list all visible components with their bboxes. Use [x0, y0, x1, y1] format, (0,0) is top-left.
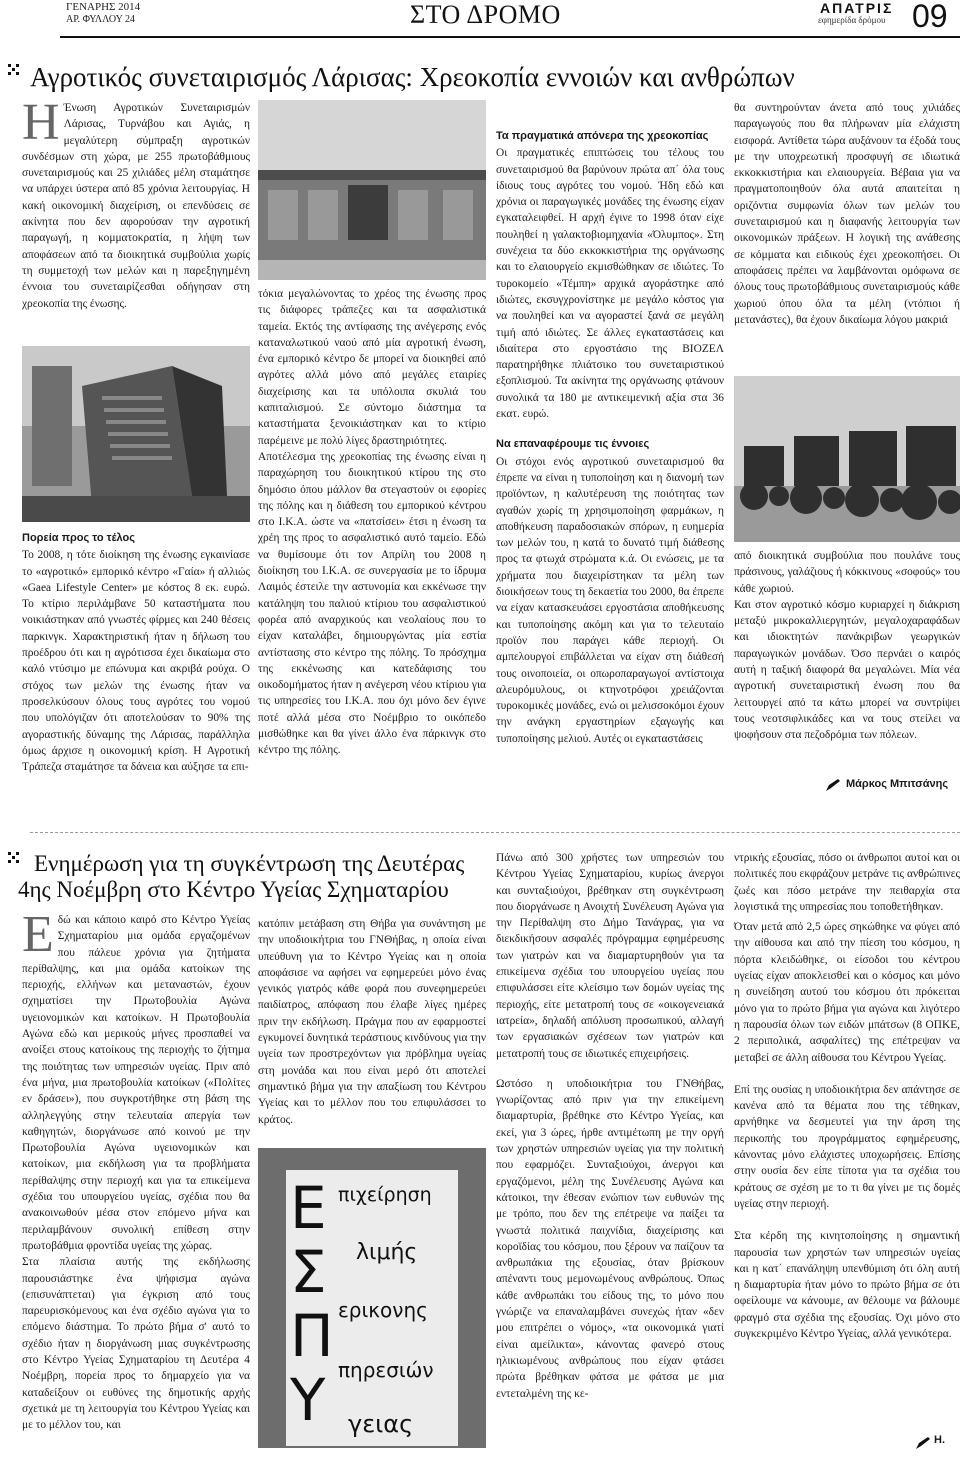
protest-sign — [286, 1170, 458, 1446]
sign-line5: γειας — [348, 1410, 414, 1438]
article2-col3 — [496, 850, 724, 1402]
article2-col1-p1: δώ και κάποιο καιρό στο Κέντρο Υγείας Σχηματαρίου μια ομάδα εργαζομένων που πάλευε χρόνια για ζητήματα περίθαλψης, και μια ομάδα κατοίκων της περιοχής, ελλήνων και μεταναστών, έχουν σχηματίσει την Πρωτοβουλία Αγώνα υγειονομικών και κατοίκων. Η Πρωτοβουλία Αγώνα εδώ και μερικούς μήνες προσπαθεί να ανοίξει στους κατοίκους της περιοχής το ζήτημα της ποιότητας των υπηρεσιών υγείας. Πριν από ένα μήνα, μια πρωτοβουλία κατοίκων («Πολίτες εν δράσει»), που συγκροτήθηκε στη βάση της αλληλεγγύης στην τελευταία απεργία των καθηγητών, διοργάνωσε από κοινού με την Πρωτοβουλία Αγώνα υγειονομικών και κατοίκων, μια εκδήλωση για τα προβλήματα περίθαλψης στην περιοχή και για τα επικείμενα σχέδια του υπουργείου υγείας, σχέδια που θα ανακοινωθούν μέσα στον επόμενο μήνα και περιλαμβάνουν συνολική επίθεση στην πρωτοβάθμια φροντίδα υγείας της χώρας. — [22, 914, 250, 1252]
article1-col3 — [496, 128, 724, 747]
article1-col3-p1: Οι πραγματικές επιπτώσεις του τέλους του συνεταιρισμού θα βαρύνουν πρώτα απ΄ όλα τους ίδιους τους αγρότες του νομού. Ήδη εδώ και χρόνια οι παραγωγικές μονάδες της ένωσης είχαν εγκαταλειφθεί. Η αρχή έγινε το 1998 όταν είχε πουληθεί η γαλακτοβιομηχανία «Όλυμπος». Στη συνέχεια τα δύο εκκοκκιστήρια της οργάνωσης και το ελαιουργείο εκμισθώθηκαν σε ιδιώτες. Το τυροκομείο «Τέμπη» αρχικά αγοράστηκε από ιδιώτες, εκσυγχρονίστηκε με μεγάλο κόστος για να πουληθεί και να αγοραστεί ξανά σε μεγάλη τιμή από ιδιώτες. Σε άλλες εγκαταστάσεις και ιδιαίτερα στο εργοστάσιο της ΒΙΟΖΕΛ παρατηρήθηκε πλιάτσικο του συνεταιριστικού εξοπλισμού. Τα ακίνητα της οργάνωσης φτάνουν συνολικά τα 180 με αντικειμενική αξία στα 36 εκατ. ευρώ. — [496, 147, 724, 421]
pen-icon — [826, 778, 840, 790]
section-title: ΣΤΟ ΔΡΟΜΟ — [410, 0, 561, 29]
article-separator — [30, 832, 960, 833]
issue-number: ΑΡ. ΦΥΛΛΟΥ 24 — [66, 14, 135, 25]
article2-title-line1: Ενημέρωση για τη συγκέντρωση της Δευτέρας — [34, 851, 465, 876]
brand-tagline: εφημερίδα δρόμου — [818, 15, 886, 25]
sign-letters: ΕΣΠΥ — [290, 1174, 334, 1434]
article1-photo-tractors — [734, 376, 960, 542]
article1-subhead-concepts: Να επαναφέρουμε τις έννοιες — [496, 438, 650, 451]
pen-icon-2 — [916, 1436, 930, 1448]
mall-photo-illustration — [258, 100, 486, 280]
masthead-rule — [60, 36, 960, 38]
article1-col1-p2: Το 2008, η τότε διοίκηση της ένωσης εγκαινίασε το «αγροτικό» εμπορικό κέντρο «Γαία» ή αλλιώς «Gaea Lifestyle Center» με κόστος 8 εκ. ευρώ. Το κτίριο περιλάμβανε 50 καταστήματα που νοικιάστηκαν από γνωστές φίρμες και 240 θέσεις παρκινγκ. Χαρακτηριστική ήταν η δήλωση του προέδρου ότι και η αγρότισσα έχει δικαίωμα στο καλό ντύσιμο με επώνυμα και ακριβά ρούχα. Ο στόχος των μελών της ένωσης ήταν να προσελκύσουν όλους τους αγρότες του νομού που υπολόγιζαν ότι αποτελούσαν το 90% της αγοραστικής δύναμης της Λάρισας, παράλληλα όμως άρχισε η οικονομική κρίση. Η Αγροτική Τράπεζα σταμάτησε τα δάνεια και αύξησε τα επι- — [22, 549, 250, 774]
article1-col1 — [22, 94, 250, 312]
article2-col4-p4: Στα κέρδη της κινητοποίησης η σημαντική παρουσία των χρηστών των υπηρεσιών υγείας και η κατ΄ επανάληψη υπενθύμιση ότι όλη αυτή η διαμαρτυρία ήταν μόνο το πρώτο βήμα σε ότι οφείλουμε να κάνουμε, αν θέλουμε να βάλουμε φραγμό στα σχέδια της εξουσίας. Όχι μόνο στο συγκεκριμένο Κέντρο Υγείας, αλλά γενικότερα. — [734, 1230, 960, 1341]
article2-col4-p3: Επί της ουσίας η υποδιοικήτρια δεν απάντησε σε κανένα από τα θέματα που της τέθηκαν, αρνήθηκε να δεσμευτεί για την άρση της περικοπής του προγράμματος εφημέρευσης, κάνοντας μόνο ελάχιστες υποχωρήσεις. Επίσης στην ουσία δεν είπε τίποτα για τα σχέδια του κράτους σε σχέση με το τι θα γίνει με τις δομές υγείας στην περιοχή. — [734, 1083, 960, 1210]
article1-subhead-consequences: Τα πραγματικά απόνερα της χρεοκοπίας — [496, 130, 709, 142]
building-photo-illustration — [22, 346, 250, 522]
article2-photo-protest-sign — [258, 1148, 486, 1448]
article1-col4-p2: από διοικητικά συμβούλια που πουλάνε τους πράσινους, γαλάζιους ή κόκκινους «σοφούς» του κάθε χωριού. — [734, 550, 960, 595]
article1-col4 — [734, 100, 960, 328]
sign-line1: πιχείρηση — [338, 1184, 432, 1206]
tractors-photo-illustration — [734, 376, 960, 542]
article1-col4-p3: Και στον αγροτικό κόσμο κυριαρχεί η διάκριση μεταξύ μικροκαλλιεργητών, μεγαλοχαραφάδων και ιδιοκτητών πανάκριβων γεωργικών παραγωγικών μονάδων. Όσο περνάει ο καιρός αυτή η ταξική διαφορά θα μεγαλώνει. Μία νέα αγροτική συνεταιριστική ένωση που θα λειτουργεί από τα κάτω μπορεί να συντρίψει τους νεοτσιφλικάδες και να τους στείλει να ψοφήσουν στα πεζοδρόμια των πόλεων. — [734, 598, 960, 742]
section-dots-icon — [8, 64, 20, 76]
article2-col4-p1: ντρικής εξουσίας, πόσο οι άνθρωποι αυτοί και οι πολιτικές που εκφράζουν μετράνε τις ανθρώπινες ζωές και πόσο μετράνε την πειθαρχία στα λογιστικά της υπηρεσίας που τοποθετήθηκαν. — [734, 852, 960, 913]
article1-title: Αγροτικός συνεταιρισμός Λάρισας: Χρεοκοπία εννοιών και ανθρώπων — [30, 62, 795, 92]
article2-col2-p1: κατόπιν μετάβαση στη Θήβα για συνάντηση με την υποδιοικήτρια του ΓΝΘήβας, η οποία είναι υπεύθυνη για το Κέντρο Υγείας και η οποία απoφάσισε να αφήσει να εφημερεύει μόνο ένας γενικός γιατρός κάθε φορά που συνεφημερεύει παιδίατρος, απόφαση που έλαβε λίγες ημέρες πριν την εκδήλωση. Πράγμα που αν εφαρμοστεί εγκυμονεί δυνητικά τεράστιους κινδύνους για την υγεία των προστρεχόντων για πρόβλημα υγείας στη μονάδα και που είναι μερό ότι αποτελεί σημαντικό βήμα για την απαξίωση του Κέντρου Υγείας και το μέλλον που του επιφυλάσσει το κράτος. — [258, 918, 486, 1126]
sign-line2: λιμής — [356, 1240, 418, 1265]
page-number: 09 — [912, 0, 948, 34]
article1-col1-lower — [22, 530, 250, 775]
article1-photo-building — [22, 346, 250, 522]
article2-col1 — [22, 906, 250, 1434]
article1-col2-p2: Αποτέλεσμα της χρεοκοπίας της ένωσης είναι η παραχώρηση του διοικητικού κτίρου της στο δημόσιο όπου μάλλον θα στεγαστούν οι εφορίες της πόλης και η διάθεση του εμπορικού κέντρου στο Ι.Κ.Α. ώστε να «πατσίσει» έτσι η ένωση τα χρέη της προς το ασφαλιστικό αυτό ταμείο. Εδώ να θυμίσουμε ότι τον Απρίλη του 2008 η διοίκηση του Ι.Κ.Α. σε συνεργασία με το ίδρυμα Λαιμός έστειλε την αστυνομία και εκκένωσε την κατάληψη του παλιού κτίριου του ασφαλιστικού φορέα από αναρχικούς και νεολαίους που το είχαν καταλάβει, δημιουργώντας μία εστία αντίστασης στο κέντρο της πόλης. Το πρόσχημα της εκκένωσης και κατεδάφισης του οικοδομήματος ήταν η ανέγερση νέου κτίριου για τις υπηρεσίες του Ι.Κ.Α. που όχι μόνο δεν έγινε ποτέ αλλά μέσα στο Νοέμβριο το οικόπεδο μισθώθηκε και θα γίνει άλλο ένα πάρκινγκ στο κέντρο της πόλης. — [258, 450, 486, 757]
article1-col2 — [258, 286, 486, 759]
article1-col1-p1: Ένωση Αγροτικών Συνεταιρισμών Λάρισας, Τυρνάβου και Αγιάς, η μεγαλύτερη σύμπραξη αγροτικών συνδέσμων στη χώρα, με 255 πρωτοβάθμιους συνεταιρισμούς και 25 χιλιάδες μέλη σταμάτησε να υπάρχει ύστερα από 85 χρόνια λειτουργίας. Η κακή οικονομική διαχείριση, οι επενδύσεις σε ακίνητα που δεν αφορούσαν την αγροτική παραγωγή, η κομματοκρατία, η λήψη των αποφάσεων από τα διοικητικά συμβούλια χωρίς τη συμμετοχή των μελών και η παρεξηγημένη έννοια του συνεταιρίζεσθαι οδήγησαν στη χρεοκοπία της ένωσης. — [22, 102, 250, 310]
article2-title-line2: 4ης Νοέμβρη στο Κέντρο Υγείας Σχηματαρίου — [18, 877, 449, 902]
article1-subhead-course: Πορεία προς το τέλος — [22, 532, 135, 544]
article1-col4-lower — [734, 548, 960, 744]
article1-photo-mall — [258, 100, 486, 280]
article2-col4-p2: Όταν μετά από 2,5 ώρες σηκώθηκε να φύγει από την αίθουσα και από την πίεση του κόσμου, η πόρτα κλειδώθηκε, οι είσοδοι του κέντρου υγείας είχαν αποκλεισθεί και ο κόσμος και μόνο η συνείδηση αυτού του κόσμου ότι πρόκειται μόνο για το πρώτο βήμα για αγώνα και λιγότερο η παρουσία όλων των ειδών μπάτσων (8 ΟΠΚΕ, 2 περιπολικά, ασφαλίτες) της επέτρεψαν να μεταβεί σε άλλη αίθουσα του Κέντρου Υγείας. — [734, 921, 960, 1064]
article2-byline: Η. — [934, 1434, 945, 1446]
section-dots-icon-2 — [8, 852, 20, 864]
article2-col1-p2: Στα πλαίσια αυτής της εκδήλωσης παρουσιάστηκε ένα ψήφισμα αγώνα (επισυνάπτεται) για έγκριση από τους παρευρισκόμενους και ένα σχέδιο αγώνα για το επόμενο διάστημα. Το πρώτο βήμα σ' αυτό το σχέδιο ήταν η διοργάνωση μιας συγκέντρωσης στο Κέντρο Υγείας Σχηματαρίου τη Δευτέρα 4 Νοέμβρη, πορεία προς το δημαρχείο για να καταδείξουν οι ευθύνες της δημοτικής αρχής σχετικά με τη λειτουργία του Κέντρου Υγείας και με το μέλλον του, και — [22, 1256, 250, 1432]
sign-line3: ερικονης — [338, 1298, 428, 1322]
article2-dropcap: Ε — [22, 906, 54, 963]
article1-col2-p1: τόκια μεγαλώνοντας το χρέος της ένωσης προς τις διάφορες τράπεζες και τα ασφαλιστικά ταμεία. Εκτός της αντίφασης της ανέγερσης ενός καταναλωτικού ναού από μία αγροτική ένωση, ένα εμπορικό κέντρο δε μπορεί να διοικηθεί από αγρότες αλλά μόνο από μεγάλες εταιρίες διαχείρισης και τα υπόλοιπα σκυλιά του καπιταλισμού. Σε σύντομο διάστημα τα καταστήματα ξενοικιάστηκαν και το κτίριο παρέμεινε με πολύ λίγες δραστηριότητες. — [258, 288, 486, 447]
sign-line4: πηρεσιών — [338, 1358, 434, 1382]
article2-col2 — [258, 916, 486, 1128]
brand-logo: ΑΠΑΤΡΙΣ — [820, 0, 894, 16]
article2-col3-p2: Ωστόσο η υποδιοικήτρια του ΓΝΘήβας, γνωρίζοντας από πριν για την επικείμενη διαμαρτυρία, βρέθηκε στο Κέντρο Υγείας, και εκεί, για 3 ώρες, ήρθε αντιμέτωπη με την οργή των χρηστών υπηρεσιών υγείας για την πολιτική που εφαρμόζει. Συνταξιούχοι, άνεργοι και εργαζόμενοι, μέλη της Συνέλευσης Αγώνα και κάτοικοι, την έθεσαν ενώπιον των ευθυνών της με τρόπο, που δεν της επέτρεψε να παίξει τα γνωστά πολιτικά παιχνίδια, διαχείρισης και κοροϊδίας του κόσμου, που ξέρουν να παίζουν τα ανθρωπάκια της εξουσίας, όταν βρίσκουν απέναντι τους μεμονωμένους ανθρώπους. Όπως κάθε ανθρωπάκι του είδους της, το μόνο που γνώριζε να επαναλαμβάνει συνεχώς ήταν «δεν μου επιτρέπει ο νόμος», «τα οικονομικά γιατί είναι αμείλικτα», κάνοντας φανερό στους ηλικιωμένους ανθρώπους που είχαν φτάσει πρώτα βρέθηκαν φάτσα με φάτσα με μια εντεταλμένη της κε- — [496, 1077, 724, 1400]
article1-byline: Μάρκος Μπιτσάνης — [846, 778, 949, 790]
issue-date: ΓΕΝΑΡΗΣ 2014 — [66, 1, 141, 13]
article2-col4 — [734, 850, 960, 1342]
article1-dropcap: Η — [22, 94, 60, 151]
article1-col4-p1: θα συντηρούνταν άνετα από τους χιλιάδες παραγωγούς που θα πλήρωναν μία ελάχιστη εισφορά. Αντίθετα τώρα αυξάνουν τα έξοδά τους με την υποχρεωτική προσφυγή σε ιδιωτικά εκκοκκιστήρια και ελαιουργεία. Βέβαια για να πραγματοποιηθούν όλα αυτά απαιτείται η οριζόντια συμφωνία όλων των μελών του συνεταιρισμού και η διαφανής λειτουργία των οικονομικών πράξεων. Η λογική της ανάθεσης σε κόμματα και ειδικούς έχει χρεοκοπήσει. Οι αποφάσεις πρέπει να λαμβάνονται ομόφωνα σε όλους τους πρωτοβάθμιους συνεταιρισμούς κάθε χωριού όπου όλα τα μέλη (ντόπιοι ή μετανάστες), θα έχουν δικαίωμα λόγου μακριά — [734, 102, 960, 326]
masthead — [0, 0, 960, 36]
article2-col3-p1: Πάνω από 300 χρήστες των υπηρεσιών του Κέντρου Υγείας Σχηματαρίου, κυρίως άνεργοι και συνταξιούχοι, βρέθηκαν στη συγκέντρωση που διοργάνωσε η Ανοιχτή Συνέλευση Αγώνα για την Περίθαλψη στο Δήμο Τανάγρας, για να διεκδικήσουν ασφαλές πρόγραμμα εφημέρευσης των γιατρών και να διαμαρτυρηθούν για τα επικείμενα σχέδια του υπουργείου υγείας που επιφυλάσσει είτε κλείσιμο των δομών υγείας της περιοχής, είτε μετατροπή τους σε «οικογενειακά ιατρεία», δηλαδή απόλυση προσωπικού, αλλαγή των εργασιακών σχέσεων των γιατρών και μετατροπή τους σε ιδιωτικές επιχειρήσεις. — [496, 852, 724, 1060]
article1-col3-p2: Οι στόχοι ενός αγροτικού συνεταιρισμού θα έπρεπε να είναι η τυποποίηση και η διανομή των προϊόντων, η καλυτέρευση της ποιότητας των αγαθών χωρίς τη χρησιμοποίηση φαρμάκων, η αποθήκευση παραδοσιακών σπόρων, η ευημερία των μελών του, η κατά το δυνατό τιμή διάθεσης προς τα φτωχά στρώματα κ.ά. Οι ενώσεις, με τα χρήματα που διαχειρίστηκαν τα μέλη των διοικήσεων τους τη δεκαετία του 2000, θα έπρεπε να είχαν κατασκευάσει εργοστάσια αποθήκευσης και τυποποίησης ακόμη και για το τελευταίο προϊόν που παράγει κάθε περιοχή. Οι αμπελουργοί επιβάλλεται να είχαν στη διάθεσή τους οινοποιεία, οι οπωροπαραγωγοί αντίστοιχα αλευρόμυλους, οι κτηνοτρόφοι χρειάζονται τυροκομικές μονάδες, ενώ οι μελισσοκόμοι έχουν την ανάγκη εργαστηρίων εξαγωγής και τυποποίησης μελιού. Αυτές οι εγκαταστάσεις — [496, 455, 725, 745]
